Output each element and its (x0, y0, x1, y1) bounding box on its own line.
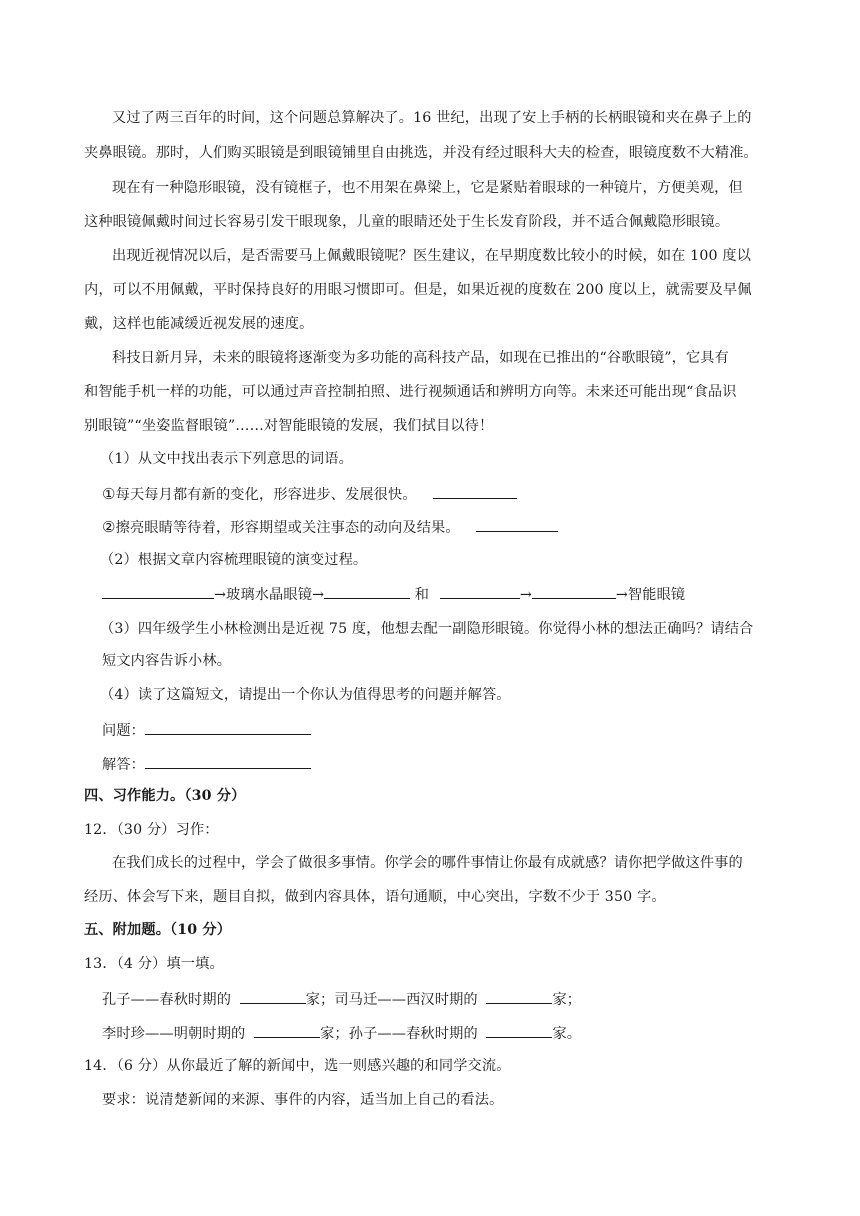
fill-text: 家； (552, 992, 582, 1008)
prompt-line: 在我们成长的过程中，学会了做很多事情。你学会的哪件事情让你最有成就感？请你把学做这件事的 (112, 855, 743, 871)
chain-connector: 和 (414, 587, 430, 603)
question-part-4: （4）读了这篇短文，请提出一个你认为值得思考的问题并解答。 (100, 687, 511, 703)
arrow-icon: → (519, 587, 532, 603)
circled-number: ② (102, 518, 116, 536)
arrow-icon: → (214, 587, 227, 603)
passage-line: 夹鼻眼镜。那时，人们购买眼镜是到眼镜铺里自由挑选，并没有经过眼科大夫的检查，眼镜度数不大精准。 (84, 145, 758, 161)
answer-blank[interactable] (486, 988, 552, 1004)
sub-question-1b (102, 516, 802, 538)
arrow-icon: → (312, 587, 325, 603)
question-part-1: （1）从文中找出表示下列意思的词语。 (100, 451, 353, 467)
fill-text: 李时珍——明朝时期的 (102, 1026, 246, 1042)
answer-blank[interactable] (254, 1022, 320, 1038)
evolution-chain (102, 583, 802, 605)
prompt-line: 经历、体会写下来，题目自拟，做到内容具体，语句通顺，中心突出，字数不少于 350 字。 (84, 889, 666, 905)
arrow-icon: → (615, 587, 628, 603)
fill-text: 家；司马迁——西汉时期的 (305, 992, 478, 1008)
passage-line: 别眼镜”“坐姿监督眼镜”……对智能眼镜的发展，我们拭目以待！ (84, 418, 494, 434)
requirement-text: 要求：说清楚新闻的来源、事件的内容，适当加上自己的看法。 (102, 1092, 504, 1108)
answer-blank[interactable] (145, 753, 311, 769)
question-part-3: （3）四年级学生小林检测出是近视 75 度，他想去配一副隐形眼镜。你觉得小林的想法正确吗？请结合 (100, 621, 754, 637)
passage-line: 这种眼镜佩戴时间过长容易引发干眼现象，儿童的眼睛还处于生长发育阶段，并不适合佩戴隐形眼镜。 (84, 214, 730, 230)
answer-row (102, 753, 802, 775)
answer-blank[interactable] (476, 516, 558, 532)
answer-blank[interactable] (102, 583, 214, 599)
sub-question-text: 擦亮眼睛等待着，形容期望或关注事态的动向及结果。 (115, 520, 460, 536)
passage-line: 科技日新月异，未来的眼镜将逐渐变为多功能的高科技产品，如现在已推出的“谷歌眼镜”，它具有 (112, 350, 729, 366)
sub-question-1a (102, 483, 802, 505)
answer-blank[interactable] (440, 583, 520, 599)
answer-blank[interactable] (324, 583, 410, 599)
answer-blank[interactable] (145, 719, 311, 735)
chain-item: 智能眼镜 (627, 587, 686, 603)
fill-text: 孔子——春秋时期的 (102, 992, 232, 1008)
question-header: 14．（6 分）从你最近了解的新闻中，选一则感兴趣的和同学交流。 (84, 1058, 511, 1074)
passage-line: 和智能手机一样的功能，可以通过声音控制拍照、进行视频通话和辨明方向等。未来还可能出现“食品识 (84, 384, 737, 400)
section-heading: 五、附加题。（10 分） (84, 922, 232, 938)
fill-text: 家。 (552, 1026, 582, 1042)
question-header: 13．（4 分）填一填。 (84, 956, 224, 972)
answer-label: 解答： (102, 757, 146, 773)
question-label: 问题： (102, 723, 146, 739)
question-header: 12．（30 分）习作： (84, 822, 219, 838)
sub-question-text: 每天每月都有新的变化，形容进步、发展很快。 (115, 487, 417, 503)
answer-blank[interactable] (240, 988, 306, 1004)
answer-blank[interactable] (486, 1022, 552, 1038)
passage-line: 内，可以不用佩戴，平时保持良好的用眼习惯即可。但是，如果近视的度数在 200 度以上，就需要及早佩 (84, 282, 752, 298)
section-heading: 四、习作能力。（30 分） (84, 788, 246, 804)
passage-line: 又过了两三百年的时间，这个问题总算解决了。16 世纪，出现了安上手柄的长柄眼镜和夹在鼻子上的 (112, 110, 752, 126)
circled-number: ① (102, 485, 116, 503)
question-part-3-cont: 短文内容告诉小林。 (102, 653, 232, 669)
question-part-2: （2）根据文章内容梳理眼镜的演变过程。 (100, 552, 368, 568)
question-row (102, 719, 802, 741)
passage-line: 现在有一种隐形眼镜，没有镜框子，也不用架在鼻梁上，它是紧贴着眼球的一种镜片，方便美观，但 (112, 180, 743, 196)
passage-line: 戴，这样也能减缓近视发展的速度。 (84, 316, 314, 332)
fill-text: 家；孙子——春秋时期的 (320, 1026, 478, 1042)
answer-blank[interactable] (532, 583, 616, 599)
chain-item: 玻璃水晶眼镜 (226, 587, 313, 603)
answer-blank[interactable] (433, 483, 517, 499)
fill-row (102, 988, 802, 1010)
fill-row (102, 1022, 802, 1044)
passage-line: 出现近视情况以后，是否需要马上佩戴眼镜呢？医生建议，在早期度数比较小的时候，如在 100 度以 (112, 248, 752, 264)
